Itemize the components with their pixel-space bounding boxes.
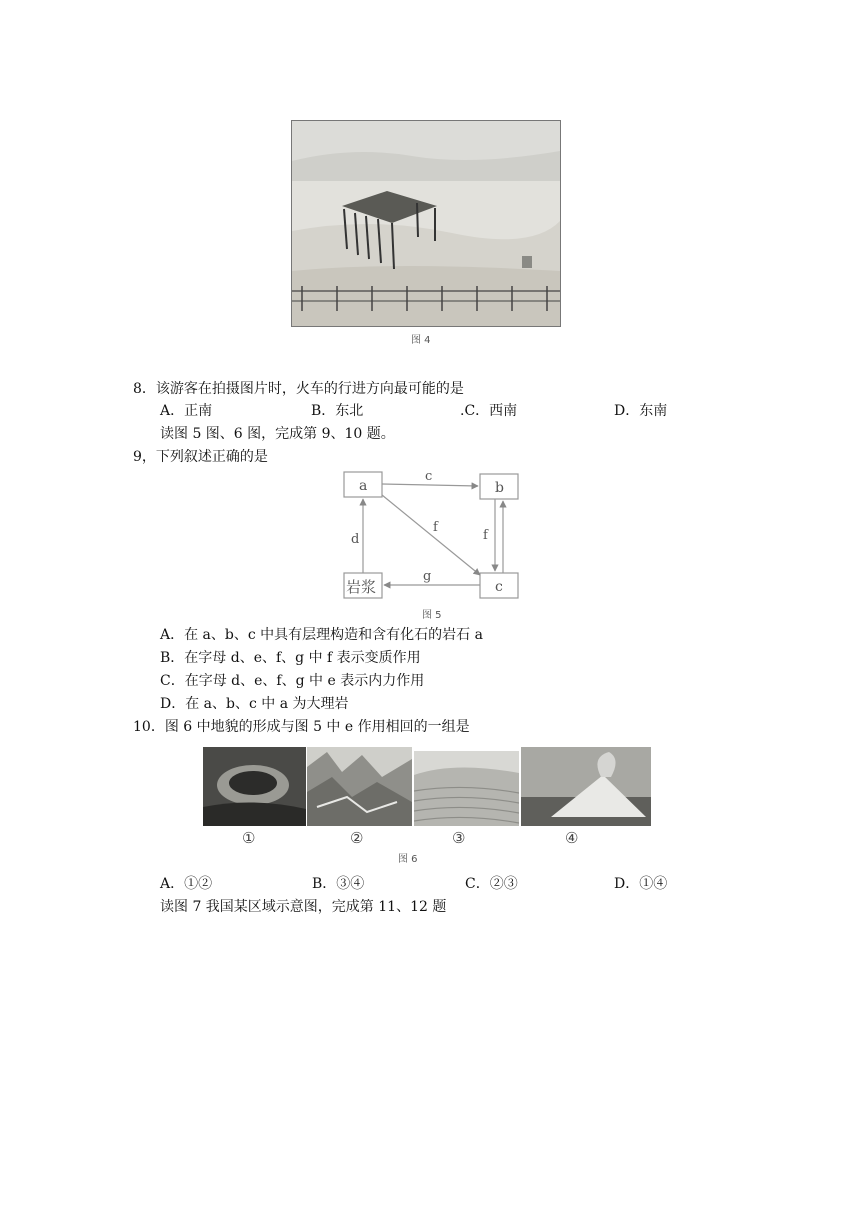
figure-6-photo-3-dunes (414, 751, 519, 826)
figure-6-label-2: ② (350, 829, 364, 847)
figure-6-label-3: ③ (452, 829, 466, 847)
question-8-option-a: A．正南 (160, 403, 213, 419)
question-10-stem: 10．图 6 中地貌的形成与图 5 中 e 作用相回的一组是 (133, 719, 470, 735)
question-9-option-a: A．在 a、b、c 中具有层理构造和含有化石的岩石 a (160, 627, 483, 643)
figure-5-diagram (335, 465, 535, 605)
question-8-option-b: B．东北 (311, 403, 364, 419)
question-8-option-c: .C．西南 (460, 403, 518, 419)
edge-f-vertical-label: f (483, 528, 488, 543)
edge-d-label: d (351, 532, 360, 547)
figure-6-photo-4-volcano (521, 747, 651, 826)
edge-g-label: g (423, 569, 432, 584)
question-8-option-d: D．东南 (614, 403, 668, 419)
figure-6-label-4: ④ (565, 829, 579, 847)
node-a-label: a (359, 478, 368, 494)
question-9-stem: 9，下列叙述正确的是 (133, 449, 268, 465)
node-magma-label: 岩浆 (346, 578, 377, 596)
figure-6-caption: 图 6 (398, 854, 418, 865)
edge-f-diagonal-label: f (433, 520, 438, 535)
question-10-option-c: C．②③ (465, 876, 518, 892)
figure-6-photo-2-mountains (307, 747, 412, 826)
figure-4-illustration (292, 121, 560, 326)
arrow-f-diagonal (382, 495, 480, 575)
figure-6-label-1: ① (242, 829, 256, 847)
figure-5-caption: 图 5 (422, 610, 442, 621)
question-9-option-d: D．在 a、b、c 中 a 为大理岩 (160, 696, 349, 712)
question-10-option-b: B．③④ (312, 876, 365, 892)
question-9-option-c: C．在字母 d、e、f、g 中 e 表示内力作用 (160, 673, 425, 689)
intro-questions-11-12: 读图 7 我国某区域示意图，完成第 11、12 题 (160, 899, 447, 915)
question-10-option-a: A．①② (160, 876, 213, 892)
edge-c-label: c (425, 469, 433, 484)
intro-questions-9-10: 读图 5 图、6 图，完成第 9、10 题。 (160, 426, 395, 442)
arrow-c (382, 484, 478, 486)
figure-4-caption: 图 4 (411, 335, 431, 346)
figure-4-photo (291, 120, 561, 327)
node-c-label: c (495, 579, 503, 595)
question-8-stem: 8．该游客在拍摄图片时，火车的行进方向最可能的是 (133, 381, 464, 397)
figure-6-photo-1-crater (203, 747, 306, 826)
question-9-option-b: B．在字母 d、e、f、g 中 f 表示变质作用 (160, 650, 421, 666)
question-10-option-d: D．①④ (614, 876, 668, 892)
node-b-label: b (495, 480, 504, 496)
